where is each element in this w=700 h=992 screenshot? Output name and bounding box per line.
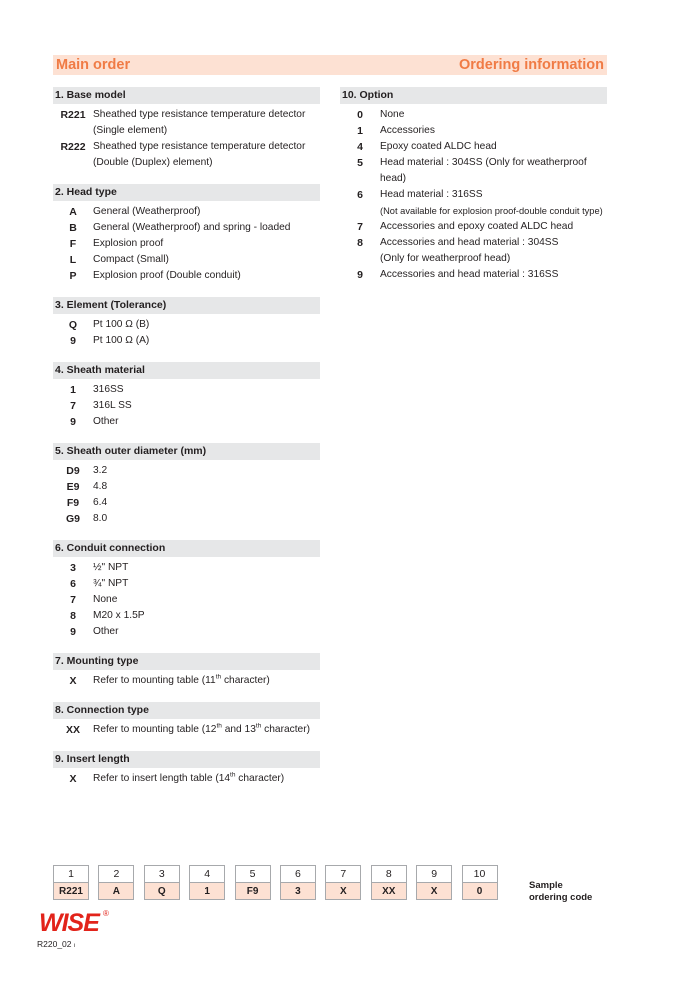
option-description — [380, 267, 607, 283]
option-code: 9 — [70, 335, 76, 347]
section-banner — [53, 55, 607, 75]
option-code: 6 — [70, 578, 76, 590]
code-position-cell — [144, 865, 180, 900]
description-line: 8.0 — [93, 513, 108, 524]
option-code: L — [69, 254, 77, 266]
description-line: Accessories and epoxy coated ALDC head — [380, 221, 574, 232]
option-row — [53, 608, 320, 624]
option-row — [53, 722, 320, 738]
left-1-section — [53, 87, 320, 171]
code-position-value: X — [416, 882, 452, 900]
option-code: E9 — [66, 481, 80, 493]
code-position-cell — [371, 865, 407, 900]
option-code: 7 — [70, 594, 76, 606]
option-row — [53, 495, 320, 511]
code-position-cell — [416, 865, 452, 900]
option-row — [340, 267, 607, 283]
document-number-text: R220_02 — [37, 939, 72, 949]
code-position-number: 3 — [144, 865, 180, 882]
banner-title-right: Ordering information — [459, 57, 604, 73]
code-position-number: 2 — [98, 865, 134, 882]
code-position-value: A — [98, 882, 134, 900]
option-description — [93, 317, 320, 333]
option-row — [53, 771, 320, 787]
description-line: Head material : 316SS — [380, 189, 483, 200]
section-heading: 5. Sheath outer diameter (mm) — [53, 443, 320, 460]
option-code: 6 — [357, 189, 363, 201]
option-code: P — [69, 270, 77, 282]
option-code: R222 — [60, 141, 86, 153]
left-5-section — [53, 443, 320, 527]
option-code: X — [69, 675, 77, 687]
code-position-number: 4 — [189, 865, 225, 882]
left-column — [53, 87, 320, 800]
option-description — [380, 219, 607, 235]
option-row — [53, 333, 320, 349]
code-position-number: 1 — [53, 865, 89, 882]
description-line: Head material : 304SS (Only for weatherproof head) — [380, 157, 587, 184]
option-description — [93, 673, 320, 689]
sample-ordering-code-label — [529, 880, 592, 903]
option-code: 1 — [357, 125, 363, 137]
option-description — [93, 252, 320, 268]
description-line: 6.4 — [93, 497, 108, 508]
description-line: Pt 100 Ω (A) — [93, 335, 150, 346]
option-description — [93, 414, 320, 430]
description-line: Pt 100 Ω (B) — [93, 319, 150, 330]
option-code: F — [69, 238, 77, 250]
code-position-cell — [280, 865, 316, 900]
left-8-section — [53, 702, 320, 738]
description-line: Refer to mounting table (11th character) — [93, 673, 270, 686]
section-heading: 3. Element (Tolerance) — [53, 297, 320, 314]
option-code: Q — [68, 319, 78, 331]
logo-text: WISE — [39, 909, 99, 937]
option-code: 4 — [357, 141, 363, 153]
option-code: 3 — [70, 562, 76, 574]
option-row — [340, 235, 607, 267]
wise-logo — [39, 907, 111, 940]
option-code: D9 — [66, 465, 80, 477]
code-position-cell — [462, 865, 498, 900]
description-line: Other — [93, 416, 119, 427]
code-position-number: 5 — [235, 865, 271, 882]
description-line: Sheathed type resistance temperature detector — [93, 141, 306, 152]
sample-label-line2: ordering code — [529, 891, 593, 903]
option-row — [53, 511, 320, 527]
option-code: 7 — [70, 400, 76, 412]
option-row — [340, 219, 607, 235]
description-line: None — [93, 594, 118, 605]
section-heading: 1. Base model — [53, 87, 320, 104]
description-line: (Double (Duplex) element) — [93, 157, 213, 168]
option-row — [53, 236, 320, 252]
section-heading: 6. Conduit connection — [53, 540, 320, 557]
option-code: R221 — [60, 109, 86, 121]
option-code: G9 — [65, 513, 80, 525]
option-description — [93, 592, 320, 608]
option-code: 7 — [357, 221, 363, 233]
code-position-number: 9 — [416, 865, 452, 882]
option-row — [340, 123, 607, 139]
description-line: (Only for weatherproof head) — [380, 253, 511, 264]
description-line: None — [380, 109, 405, 120]
description-line: Other — [93, 626, 119, 637]
option-row — [53, 107, 320, 139]
option-code: 0 — [357, 109, 363, 121]
option-row — [53, 576, 320, 592]
option-description — [380, 107, 607, 123]
option-row — [340, 187, 607, 219]
description-line: Accessories and head material : 316SS — [380, 269, 559, 280]
option-description — [93, 220, 320, 236]
description-line: General (Weatherproof) and spring - loaded — [93, 222, 291, 233]
option-description — [93, 236, 320, 252]
description-line: Compact (Small) — [93, 254, 169, 265]
option-row — [53, 139, 320, 171]
option-code: A — [69, 206, 77, 218]
code-position-value: 1 — [189, 882, 225, 900]
option-code: X — [69, 773, 77, 785]
description-line: Accessories — [380, 125, 435, 136]
section-heading: 9. Insert length — [53, 751, 320, 768]
option-row — [53, 592, 320, 608]
option-code: 9 — [70, 626, 76, 638]
option-code: 9 — [70, 416, 76, 428]
option-description — [93, 268, 320, 284]
left-3-section — [53, 297, 320, 349]
description-line: General (Weatherproof) — [93, 206, 201, 217]
option-description — [380, 123, 607, 139]
section-heading: 7. Mounting type — [53, 653, 320, 670]
description-line: Refer to insert length table (14th character) — [93, 771, 285, 784]
option-code: XX — [65, 724, 80, 736]
code-position-value: F9 — [235, 882, 271, 900]
code-position-number: 7 — [325, 865, 361, 882]
option-description — [380, 235, 607, 267]
left-2-section — [53, 184, 320, 284]
code-position-value: 3 — [280, 882, 316, 900]
option-description — [93, 204, 320, 220]
option-description — [93, 495, 320, 511]
option-description — [93, 771, 320, 787]
option-row — [53, 479, 320, 495]
option-code: 8 — [70, 610, 76, 622]
description-line: Explosion proof — [93, 238, 164, 249]
option-description — [93, 333, 320, 349]
option-description — [93, 511, 320, 527]
option-description — [93, 398, 320, 414]
description-line: Refer to mounting table (12th and 13th character) — [93, 722, 311, 735]
option-row — [53, 414, 320, 430]
logo-registered-mark: ® — [103, 909, 109, 918]
wise-logo-mark — [39, 907, 111, 937]
option-code: 8 — [357, 237, 363, 249]
option-description — [93, 139, 320, 171]
description-line: 3.2 — [93, 465, 108, 476]
left-6-section — [53, 540, 320, 640]
sample-label-line1: Sample — [529, 880, 563, 891]
section-heading: 2. Head type — [53, 184, 320, 201]
code-position-value: 0 — [462, 882, 498, 900]
option-code: B — [69, 222, 77, 234]
description-line: 316L SS — [93, 400, 132, 411]
option-row — [53, 268, 320, 284]
sample-ordering-code-table — [53, 865, 507, 900]
left-4-section — [53, 362, 320, 430]
option-description — [93, 608, 320, 624]
option-description — [93, 107, 320, 139]
code-position-value: XX — [371, 882, 407, 900]
code-position-number: 8 — [371, 865, 407, 882]
banner-title-left: Main order — [56, 57, 131, 73]
left-7-section — [53, 653, 320, 689]
option-row — [53, 252, 320, 268]
option-row — [53, 673, 320, 689]
option-description — [93, 722, 320, 738]
description-line: (Single element) — [93, 125, 168, 136]
code-position-cell — [189, 865, 225, 900]
option-row — [53, 560, 320, 576]
document-number: R220_02 ı — [37, 939, 76, 949]
option-code: 1 — [70, 384, 76, 396]
section-heading: 8. Connection type — [53, 702, 320, 719]
option-row — [53, 317, 320, 333]
description-line: Epoxy coated ALDC head — [380, 141, 497, 152]
option-row — [340, 155, 607, 187]
code-position-number: 6 — [280, 865, 316, 882]
code-position-number: 10 — [462, 865, 498, 882]
option-code: 9 — [357, 269, 363, 281]
option-row — [340, 107, 607, 123]
option-description — [380, 139, 607, 155]
code-position-value: X — [325, 882, 361, 900]
description-line: ¾" NPT — [93, 578, 129, 589]
option-section — [340, 87, 607, 283]
option-row — [53, 220, 320, 236]
option-row — [340, 139, 607, 155]
option-row — [53, 463, 320, 479]
description-line: ½" NPT — [93, 562, 129, 573]
code-position-value: Q — [144, 882, 180, 900]
left-9-section — [53, 751, 320, 787]
option-description — [380, 155, 607, 187]
option-description — [93, 624, 320, 640]
option-code: F9 — [66, 497, 80, 509]
option-row — [53, 382, 320, 398]
code-position-cell — [325, 865, 361, 900]
section-heading: 10. Option — [340, 87, 607, 104]
description-line: M20 x 1.5P — [93, 610, 145, 621]
option-description — [93, 560, 320, 576]
option-description — [93, 576, 320, 592]
code-position-value: R221 — [53, 882, 89, 900]
description-line: (Not available for explosion proof-double conduit type) — [380, 206, 603, 216]
description-line: Accessories and head material : 304SS — [380, 237, 559, 248]
option-description — [93, 382, 320, 398]
description-line: Explosion proof (Double conduit) — [93, 270, 241, 281]
code-position-cell — [53, 865, 89, 900]
option-description — [93, 463, 320, 479]
option-row — [53, 624, 320, 640]
code-position-cell — [98, 865, 134, 900]
section-heading: 4. Sheath material — [53, 362, 320, 379]
option-description — [380, 187, 607, 219]
option-row — [53, 204, 320, 220]
option-row — [53, 398, 320, 414]
description-line: 316SS — [93, 384, 124, 395]
option-description — [93, 479, 320, 495]
description-line: 4.8 — [93, 481, 108, 492]
option-code: 5 — [357, 157, 363, 169]
code-position-cell — [235, 865, 271, 900]
description-line: Sheathed type resistance temperature detector — [93, 109, 306, 120]
right-column — [340, 87, 607, 296]
